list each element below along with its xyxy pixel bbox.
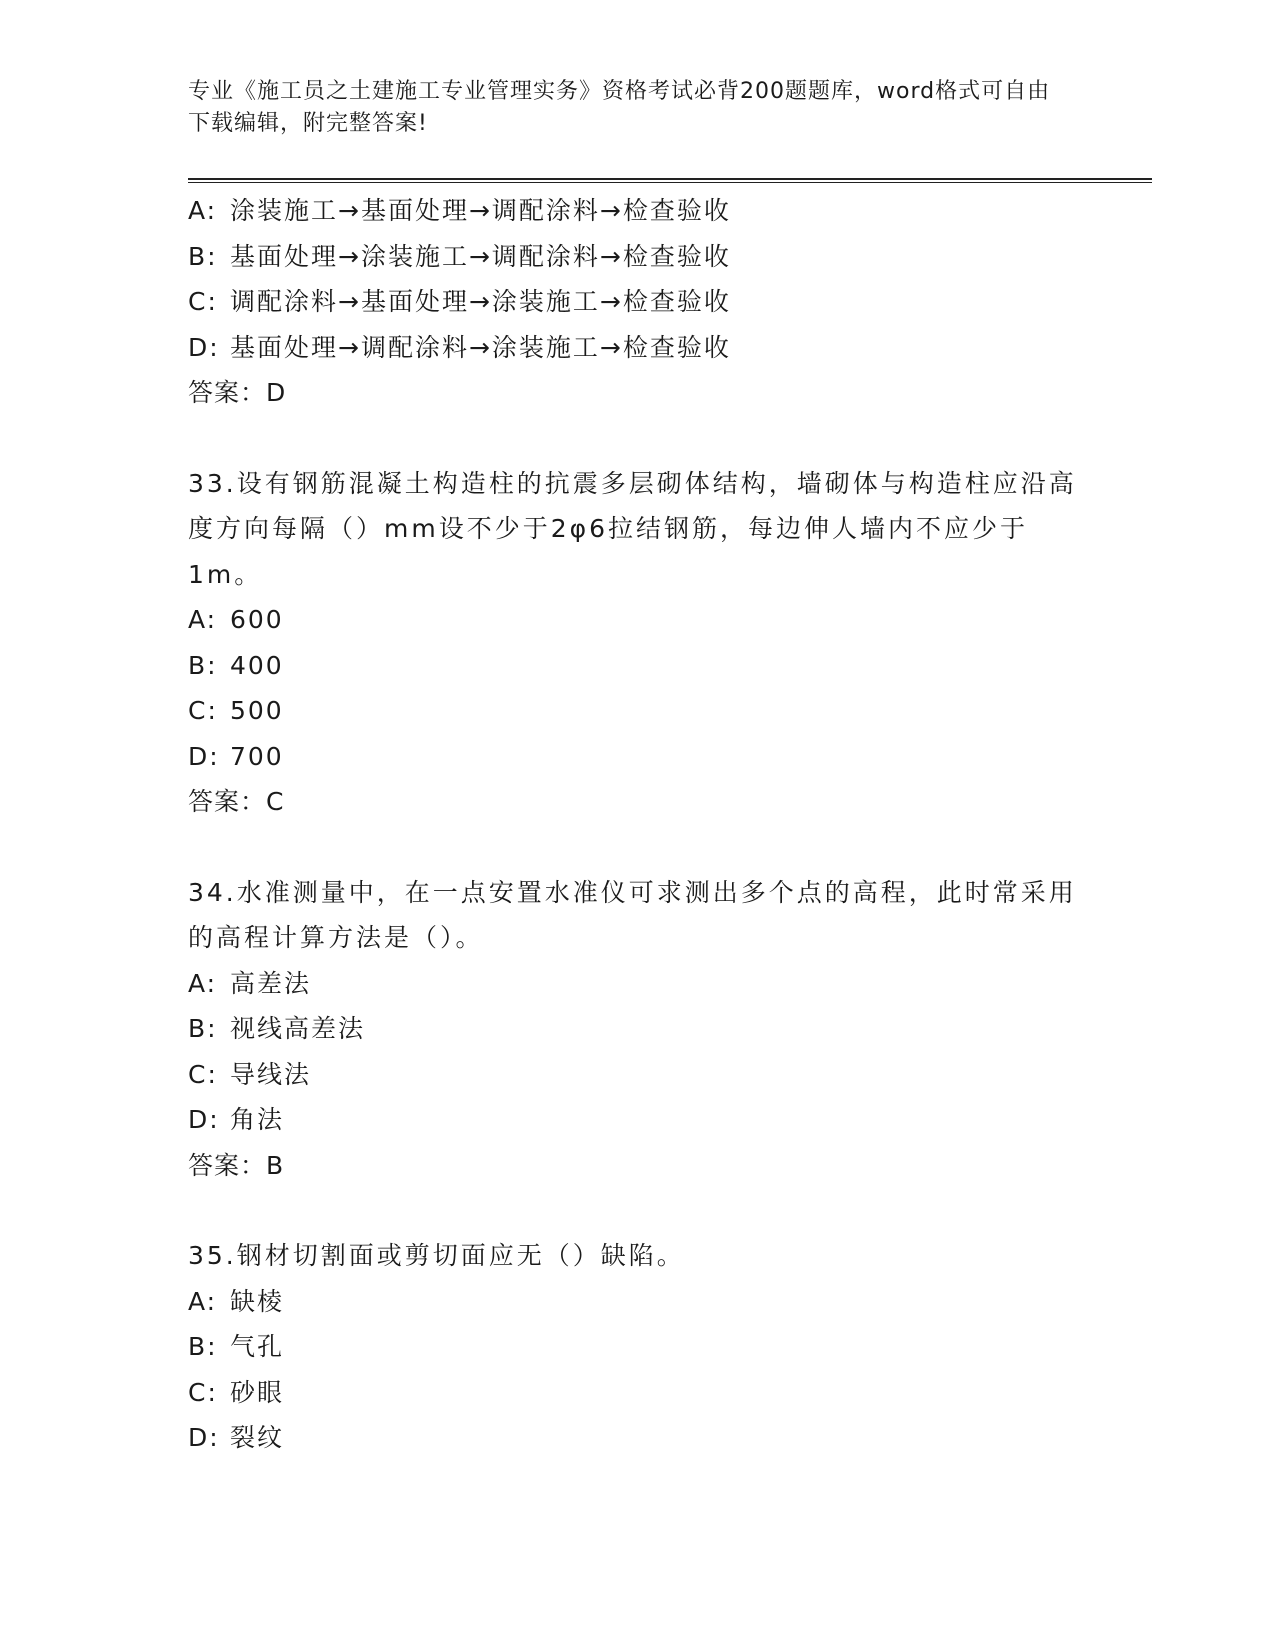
option-letter: B: bbox=[188, 1332, 218, 1361]
question-text: 33.设有钢筋混凝土构造柱的抗震多层砌体结构，墙砌体与构造柱应沿高度方向每隔（）mm设不少于2φ6拉结钢筋，每边伸人墙内不应少于1m。 bbox=[188, 468, 1077, 589]
option-letter: B: bbox=[188, 241, 218, 271]
option-b bbox=[188, 643, 1088, 689]
question-34 bbox=[188, 870, 1088, 1189]
answer-line: 答案：D bbox=[188, 378, 287, 407]
option-text: 500 bbox=[230, 696, 284, 725]
option-text: 缺棱 bbox=[230, 1286, 285, 1316]
option-text: 气孔 bbox=[230, 1332, 285, 1361]
option-letter: A: bbox=[188, 968, 218, 998]
option-c bbox=[188, 279, 1088, 325]
option-text: 700 bbox=[230, 741, 284, 771]
option-letter: D: bbox=[188, 1105, 220, 1134]
option-letter: A: bbox=[188, 605, 218, 634]
option-a bbox=[188, 961, 1088, 1007]
option-letter: D: bbox=[188, 741, 220, 771]
option-text: 600 bbox=[230, 605, 284, 634]
option-text: 基面处理→调配涂料→涂装施工→检查验收 bbox=[230, 332, 731, 362]
option-text: 调配涂料→基面处理→涂装施工→检查验收 bbox=[230, 287, 731, 316]
spacer bbox=[188, 825, 1088, 870]
option-text: 导线法 bbox=[230, 1059, 312, 1089]
option-text: 高差法 bbox=[230, 968, 312, 998]
option-d bbox=[188, 325, 1088, 371]
option-letter: C: bbox=[188, 287, 218, 316]
option-d bbox=[188, 734, 1088, 780]
option-letter: B: bbox=[188, 1014, 218, 1043]
option-text: 400 bbox=[230, 650, 284, 680]
option-letter: C: bbox=[188, 1377, 218, 1407]
option-b bbox=[188, 1006, 1088, 1052]
question-33 bbox=[188, 461, 1088, 825]
question-35 bbox=[188, 1233, 1088, 1461]
option-a bbox=[188, 188, 1088, 234]
option-d bbox=[188, 1097, 1088, 1143]
answer-line: 答案：B bbox=[188, 1150, 285, 1180]
option-letter: D: bbox=[188, 332, 220, 362]
option-c bbox=[188, 688, 1088, 734]
page-header: 专业《施工员之土建施工专业管理实务》资格考试必背200题题库，word格式可自由下载编辑，附完整答案! bbox=[188, 79, 1051, 136]
option-text: 视线高差法 bbox=[230, 1014, 366, 1043]
question-text: 34.水准测量中，在一点安置水准仪可求测出多个点的高程，此时常采用的高程计算方法是（）。 bbox=[188, 877, 1077, 952]
option-text: 砂眼 bbox=[230, 1377, 285, 1407]
option-b bbox=[188, 234, 1088, 280]
option-letter: A: bbox=[188, 1286, 218, 1316]
option-text: 基面处理→涂装施工→调配涂料→检查验收 bbox=[230, 241, 731, 271]
option-a bbox=[188, 1279, 1088, 1325]
option-b bbox=[188, 1324, 1088, 1370]
option-text: 裂纹 bbox=[230, 1423, 285, 1452]
option-c bbox=[188, 1052, 1088, 1098]
option-letter: C: bbox=[188, 1059, 218, 1089]
question-32-options bbox=[188, 188, 1088, 416]
option-text: 涂装施工→基面处理→调配涂料→检查验收 bbox=[230, 196, 731, 225]
answer-line: 答案：C bbox=[188, 787, 285, 816]
question-text: 35.钢材切割面或剪切面应无（）缺陷。 bbox=[188, 1241, 685, 1270]
option-c bbox=[188, 1370, 1088, 1416]
option-a bbox=[188, 597, 1088, 643]
option-letter: B: bbox=[188, 650, 218, 680]
option-letter: A: bbox=[188, 196, 218, 225]
question-list bbox=[188, 188, 1088, 1461]
option-letter: C: bbox=[188, 696, 218, 725]
header-divider bbox=[188, 178, 1152, 183]
option-letter: D: bbox=[188, 1423, 220, 1452]
spacer bbox=[188, 1188, 1088, 1233]
option-text: 角法 bbox=[230, 1105, 285, 1134]
option-d bbox=[188, 1415, 1088, 1461]
spacer bbox=[188, 416, 1088, 461]
